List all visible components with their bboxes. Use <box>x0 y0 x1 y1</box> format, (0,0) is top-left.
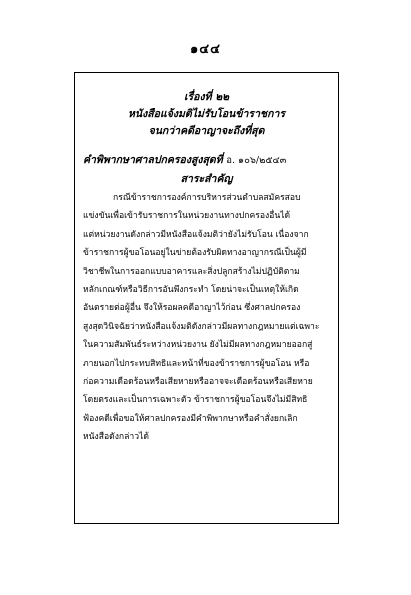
case-title-line-1: เรื่องที่ ๒๒ <box>183 91 230 103</box>
summary-line: ข้าราชการผู้ขอโอนอยู่ในข่ายต้องรับผิดทางอาญากรณีเป็นผู้มี <box>83 248 307 259</box>
summary-line: ก่อความเดือดร้อนหรือเสียหายหรืออาจจะเดือดร้อนหรือเสียหาย <box>83 377 313 388</box>
case-title-line-2: หนังสือแจ้งมติไม่รับโอนข้าราชการ <box>128 108 285 120</box>
summary-line: กรณีข้าราชการองค์การบริหารส่วนตำบลสมัครสอบ <box>113 193 301 203</box>
summary-line: วิชาชีพในการออกแบบอาคารและสิ่งปลูกสร้างไม่ปฏิบัติตาม <box>83 266 300 277</box>
summary-line: หลักเกณฑ์หรือวิธีการอันพึงกระทำ โดยน่าจะเป็นเหตุให้เกิด <box>83 285 299 296</box>
ruling-label: คำพิพากษาศาลปกครองสูงสุดที่ <box>83 154 223 166</box>
essence-label: สาระสำคัญ <box>180 173 233 185</box>
summary-line: ภายนอกไปกระทบสิทธิและหน้าที่ของข้าราชการผู้ขอโอน หรือ <box>83 358 310 369</box>
summary-line: ในความสัมพันธ์ระหว่างหน่วยงาน ยังไม่มีผลทางกฎหมายออกสู่ <box>83 340 313 351</box>
case-summary-box <box>74 72 339 524</box>
summary-line: แข่งขันเพื่อเข้ารับราชการในหน่วยงานทางปกครองอื่นได้ <box>83 211 291 222</box>
summary-line: โดยตรงและเป็นการเฉพาะตัว ข้าราชการผู้ขอโอนจึงไม่มีสิทธิ <box>83 395 308 406</box>
case-title <box>83 89 330 140</box>
summary-line: อันตรายต่อผู้อื่น จึงให้รอผลคดีอาญาไว้ก่อน ซึ่งศาลปกครอง <box>83 303 301 314</box>
case-summary-text <box>83 189 330 447</box>
ruling-number: อ. ๑๐๖/๒๕๔๓ <box>226 155 287 166</box>
summary-line: ฟ้องคดีเพื่อขอให้ศาลปกครองมีคำพิพากษาหรือคำสั่งยกเลิก <box>83 413 298 424</box>
page-number: ๑๔๔ <box>190 42 221 57</box>
summary-line: สูงสุดวินิจฉัยว่าหนังสือแจ้งมติดังกล่าวมีผลทางกฎหมายแต่เฉพาะ <box>83 321 320 332</box>
summary-line: หนังสือดังกล่าวได้ <box>83 432 149 443</box>
summary-line: แต่หน่วยงานดังกล่าวมีหนังสือแจ้งมติว่ายังไม่รับโอน เนื่องจาก <box>83 229 309 240</box>
case-title-line-3: จนกว่าคดีอาญาจะถึงที่สุด <box>148 125 265 137</box>
ruling-reference <box>83 152 330 187</box>
